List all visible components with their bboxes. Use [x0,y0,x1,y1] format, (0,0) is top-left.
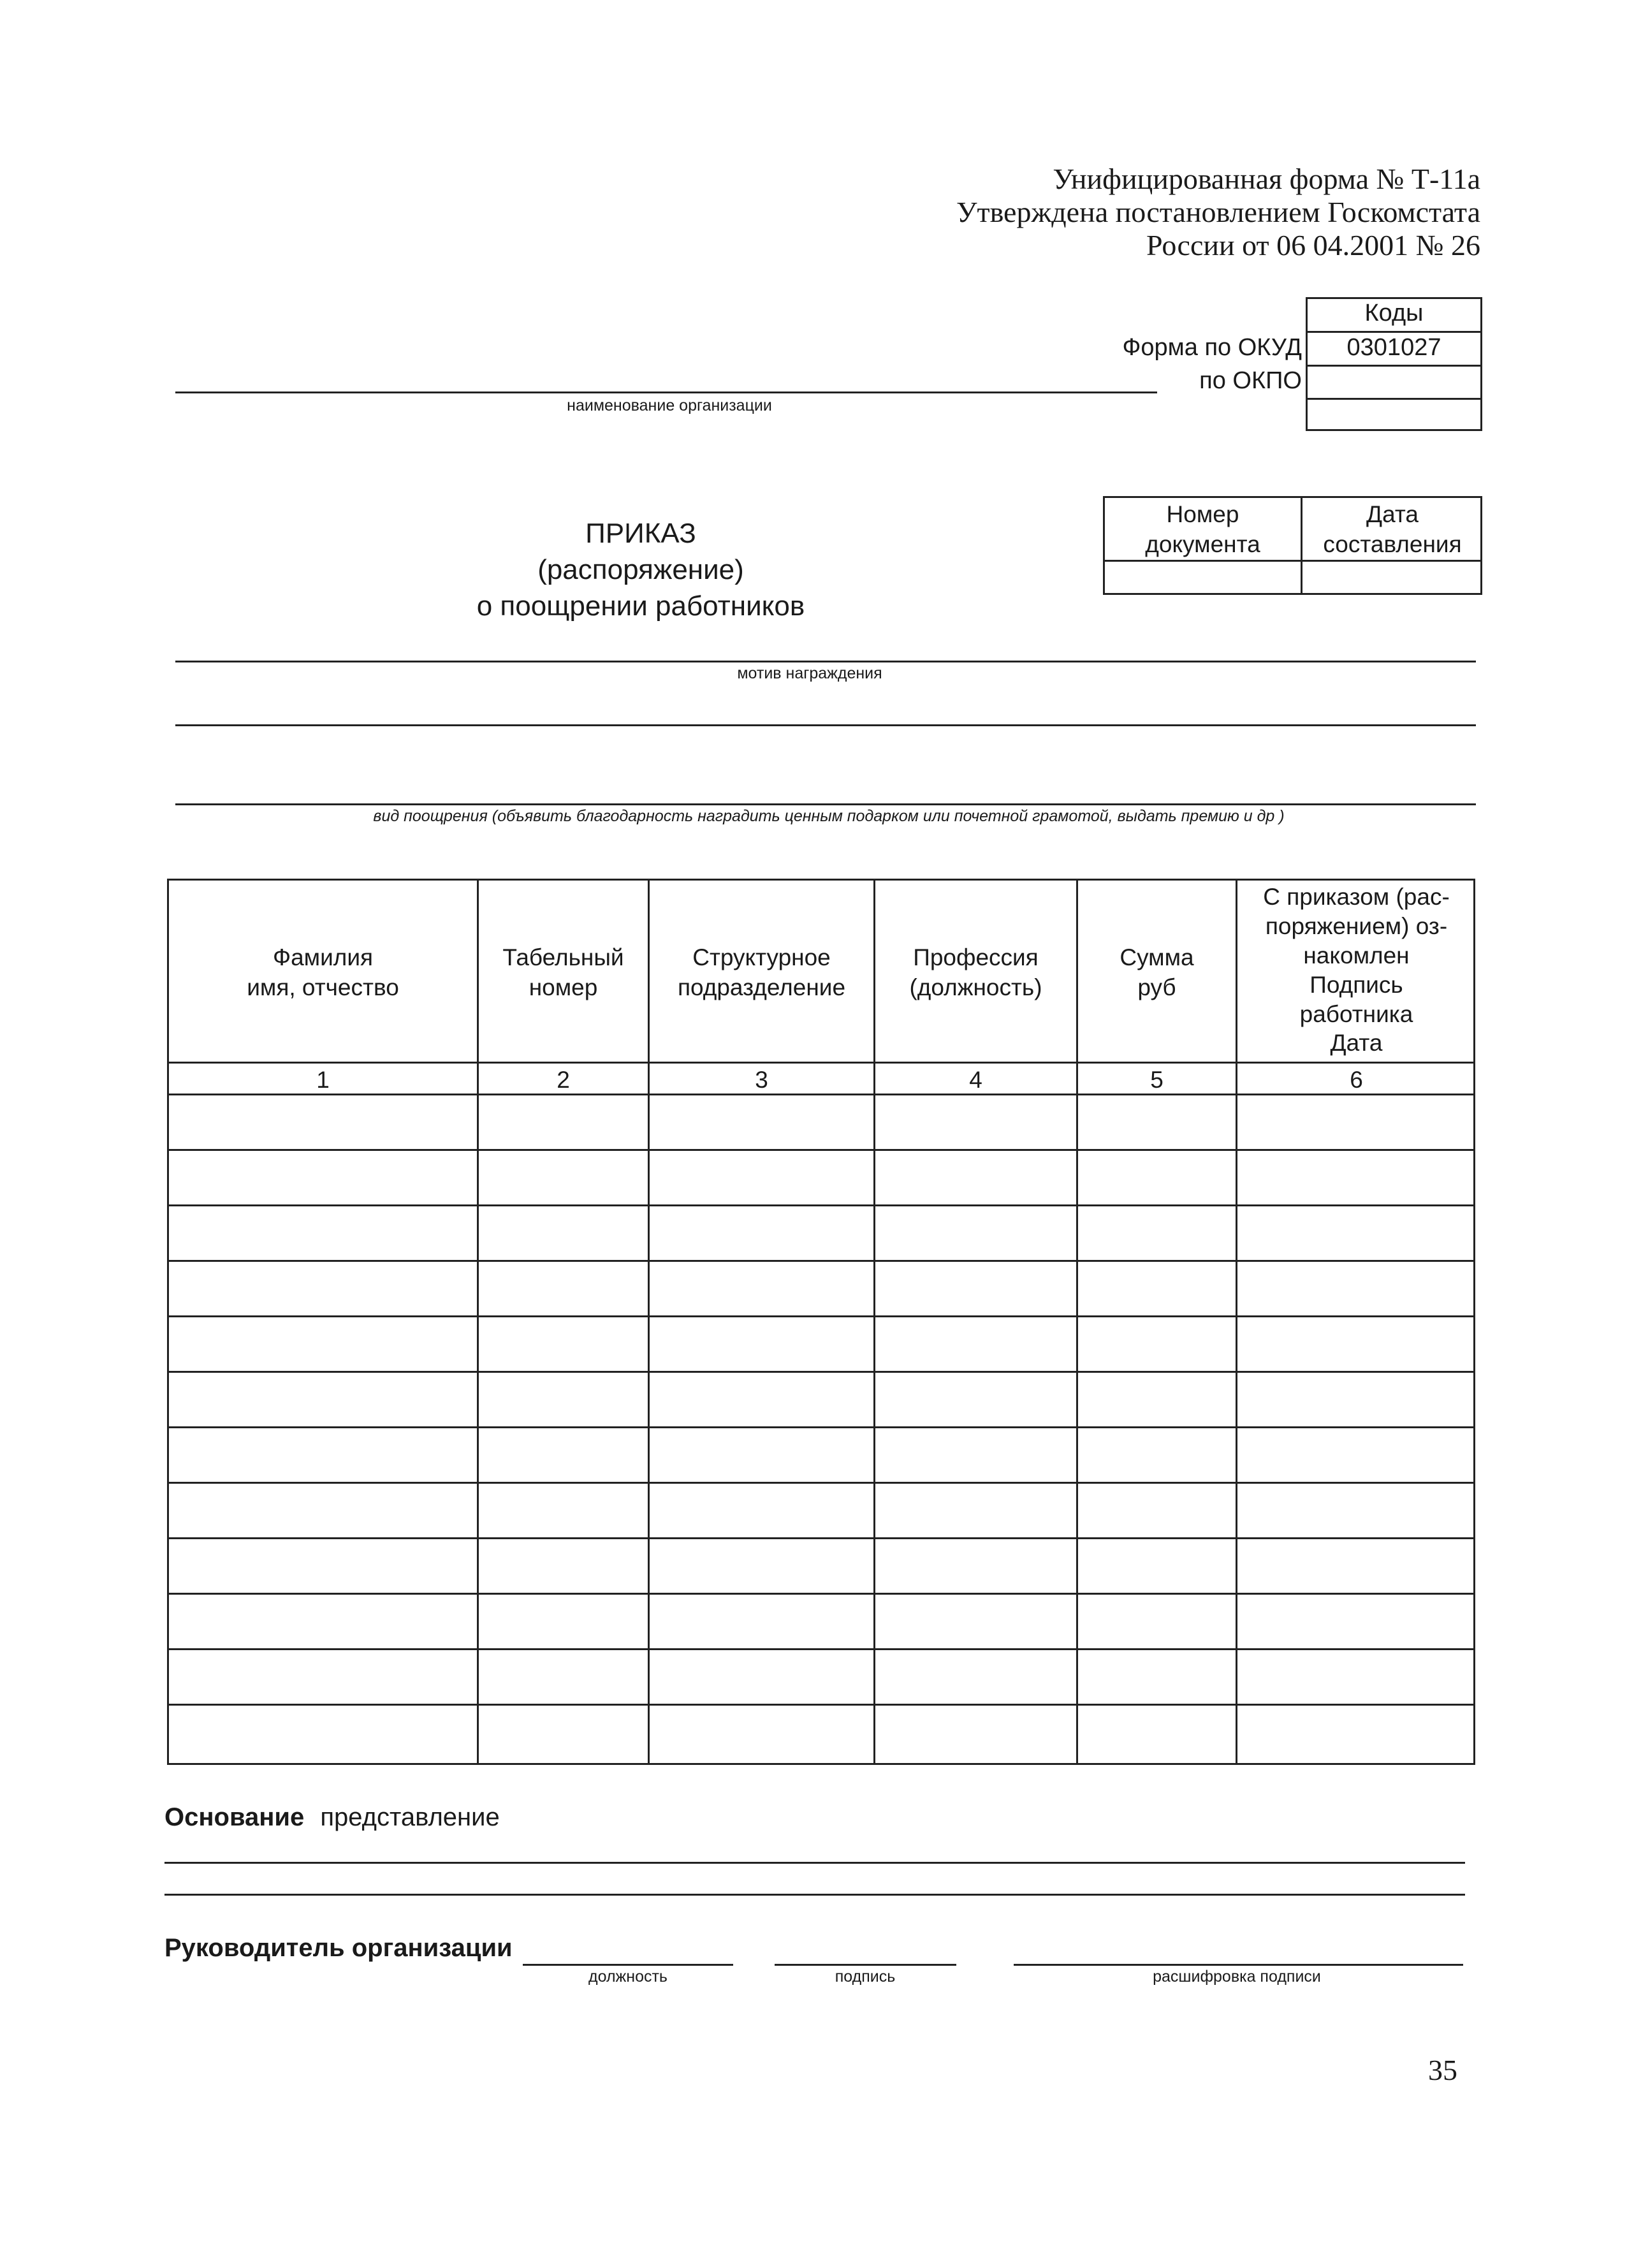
table-row[interactable] [169,1595,1473,1648]
column-number: 3 [755,1067,768,1093]
table-row[interactable] [169,1539,1473,1593]
award-motive-line[interactable] [175,661,1476,662]
header-line: С приказом (рас- [1263,884,1450,910]
page-number: 35 [1428,2054,1457,2086]
header-line: Табельный [502,944,624,970]
signature-line[interactable] [775,1964,956,1966]
column-number: 5 [1150,1067,1164,1093]
order-title-line: ПРИКАЗ [585,518,696,549]
table-row[interactable] [169,1706,1473,1763]
form-number-line: Унифицированная форма № Т-11а [1053,163,1480,195]
header-line: накомлен [1303,942,1410,969]
document-date-field[interactable] [1302,562,1482,594]
codes-divider [1306,398,1482,400]
basis-label: Основание [164,1803,305,1831]
header-line: подразделение [677,974,846,1001]
signature-decoding-line[interactable] [1014,1964,1463,1966]
header-line: Номер [1166,501,1239,527]
table-row[interactable] [169,1373,1473,1426]
table-row[interactable] [169,1095,1473,1149]
column-number: 1 [316,1067,330,1093]
table-row[interactable] [169,1428,1473,1482]
column-number: 2 [557,1067,570,1093]
reward-type-line[interactable] [175,803,1476,805]
column-number: 4 [969,1067,982,1093]
document-number-header [1105,499,1301,560]
header-line: работника [1299,1000,1413,1027]
header-line: Подпись [1310,971,1403,998]
header-personnel-number [479,942,648,1003]
position-caption: должность [588,1968,668,1986]
header-line: Дата [1366,501,1419,527]
basis-label-group [164,1804,500,1830]
codes-title: Коды [1364,300,1424,326]
order-title [477,515,805,625]
header-department [650,942,873,1003]
okud-code-value: 0301027 [1346,334,1441,361]
position-line[interactable] [523,1964,733,1966]
header-line: (должность) [909,974,1042,1001]
header-line: имя, отчество [247,974,399,1001]
header-line: Профессия [913,944,1039,970]
table-row[interactable] [169,1317,1473,1371]
header-line: номер [529,974,598,1001]
award-motive-caption: мотив награждения [737,664,882,682]
approval-line: Утверждена постановлением Госкомстата [956,196,1480,228]
approval-date-line: России от 06 04.2001 № 26 [1146,229,1480,261]
basis-value: представление [320,1803,500,1831]
header-acknowledgement [1237,882,1475,1058]
header-full-name [169,942,477,1003]
order-title-line: о поощрении работников [476,590,805,622]
header-line: руб [1137,974,1176,1001]
header-line: Сумма [1120,944,1194,970]
column-number: 6 [1350,1067,1363,1093]
header-line: документа [1145,531,1260,558]
header-amount [1078,942,1236,1003]
award-motive-line-2[interactable] [175,724,1476,726]
head-of-organization-label: Руководитель организации [164,1934,513,1962]
header-line: Фамилия [272,944,374,970]
signature-decoding-caption: расшифровка подписи [1153,1968,1321,1986]
table-row[interactable] [169,1484,1473,1537]
header-profession [875,942,1076,1003]
organization-name-line[interactable] [175,391,1157,393]
header-line: поряжением) оз- [1265,912,1448,939]
reward-type-caption: вид поощрения (объявить благодарность наградить ценным подарком или почетной грамотой, выдать премию и др ) [373,807,1285,825]
header-line: Дата [1330,1030,1383,1057]
okud-label: Форма по ОКУД [1122,334,1302,361]
codes-divider [1306,331,1482,333]
table-row[interactable] [169,1151,1473,1204]
organization-name-caption: наименование организации [567,397,772,414]
signature-caption: подпись [835,1968,896,1986]
header-bottom-line [167,1062,1475,1064]
codes-divider [1306,365,1482,367]
document-date-header [1302,499,1482,560]
order-title-line: (распоряжение) [537,554,744,586]
document-number-field[interactable] [1105,562,1301,594]
header-line: составления [1323,531,1462,558]
basis-line-2[interactable] [164,1894,1465,1896]
okpo-label: по ОКПО [1199,367,1302,394]
basis-line[interactable] [164,1862,1465,1864]
header-line: Структурное [692,944,831,970]
table-row[interactable] [169,1206,1473,1260]
table-row[interactable] [169,1650,1473,1704]
table-row[interactable] [169,1262,1473,1315]
